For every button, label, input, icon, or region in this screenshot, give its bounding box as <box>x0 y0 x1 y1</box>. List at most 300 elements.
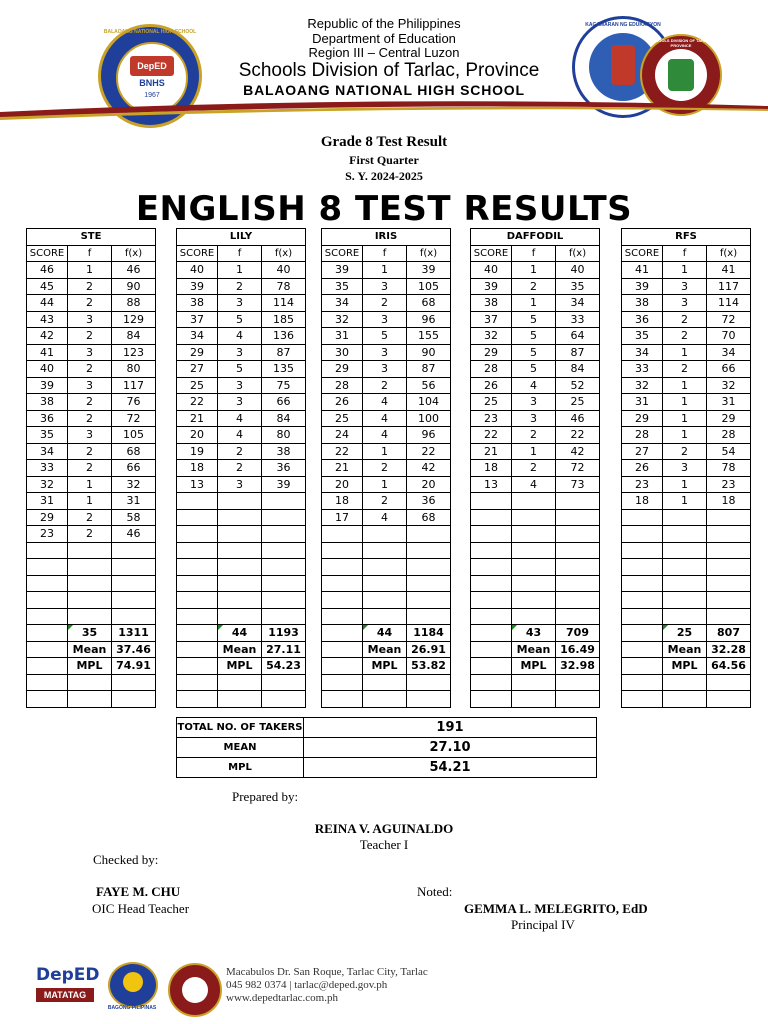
score-cell: 31 <box>27 493 68 510</box>
section-table-ste <box>26 228 156 708</box>
table-row <box>27 493 156 510</box>
fx-cell: 22 <box>407 443 451 460</box>
bagong-pilipinas-logo <box>108 962 158 1008</box>
f-cell <box>512 575 556 592</box>
f-cell: 2 <box>363 493 407 510</box>
score-cell: 22 <box>177 394 218 411</box>
mean-row <box>471 641 600 658</box>
mean-value: 32.28 <box>707 641 751 658</box>
score-cell: 37 <box>471 311 512 328</box>
total-fx-cell: 807 <box>707 625 751 642</box>
fx-cell: 31 <box>707 394 751 411</box>
fx-cell <box>556 559 600 576</box>
table-row <box>322 460 451 477</box>
noted-label: Noted: <box>417 884 453 899</box>
blank-cell <box>663 674 707 691</box>
f-cell <box>218 592 262 609</box>
table-row <box>622 394 751 411</box>
mean-row <box>27 641 156 658</box>
fx-cell: 20 <box>407 476 451 493</box>
f-cell <box>663 608 707 625</box>
table-row <box>471 377 600 394</box>
score-cell: 44 <box>27 295 68 312</box>
f-cell: 4 <box>512 377 556 394</box>
score-cell: 20 <box>322 476 363 493</box>
deped-logo-mark: DepED <box>130 56 174 76</box>
score-cell: 18 <box>622 493 663 510</box>
score-cell: 21 <box>177 410 218 427</box>
table-row <box>322 427 451 444</box>
table-row <box>622 575 751 592</box>
score-cell: 34 <box>322 295 363 312</box>
table-row <box>177 575 306 592</box>
score-cell <box>622 526 663 543</box>
mpl-value: 64.56 <box>707 658 751 675</box>
table-row <box>622 460 751 477</box>
blank-cell <box>471 625 512 642</box>
table-row <box>177 410 306 427</box>
fx-cell: 46 <box>112 262 156 279</box>
table-row <box>471 493 600 510</box>
totals-row <box>471 625 600 642</box>
mean-row <box>177 641 306 658</box>
f-cell <box>512 493 556 510</box>
fx-cell: 104 <box>407 394 451 411</box>
f-cell: 4 <box>218 410 262 427</box>
blank-cell <box>471 658 512 675</box>
f-cell <box>218 575 262 592</box>
f-cell <box>363 608 407 625</box>
section-header-row <box>322 245 451 262</box>
prepared-by-title: Teacher I <box>359 837 409 852</box>
fx-cell: 84 <box>556 361 600 378</box>
f-cell: 3 <box>512 410 556 427</box>
fx-cell <box>407 608 451 625</box>
score-cell <box>177 493 218 510</box>
score-cell: 36 <box>622 311 663 328</box>
checked-by-title: OIC Head Teacher <box>92 901 190 916</box>
fx-cell: 114 <box>707 295 751 312</box>
score-cell <box>27 575 68 592</box>
fx-cell: 72 <box>707 311 751 328</box>
f-cell: 2 <box>68 394 112 411</box>
score-cell <box>322 526 363 543</box>
fx-cell: 29 <box>707 410 751 427</box>
section-header-row <box>622 245 751 262</box>
score-cell: 39 <box>177 278 218 295</box>
header-division: Schools Division of Tarlac, Province <box>238 60 540 81</box>
score-cell <box>322 542 363 559</box>
score-cell <box>27 608 68 625</box>
score-cell: 45 <box>27 278 68 295</box>
score-cell: 27 <box>622 443 663 460</box>
table-row <box>322 493 451 510</box>
score-cell: 23 <box>27 526 68 543</box>
table-row <box>177 295 306 312</box>
fx-cell: 75 <box>262 377 306 394</box>
blank-row <box>622 691 751 708</box>
fx-cell: 88 <box>112 295 156 312</box>
f-cell: 4 <box>363 509 407 526</box>
f-header: f <box>68 245 112 262</box>
f-cell <box>663 509 707 526</box>
table-row <box>471 608 600 625</box>
fx-cell: 185 <box>262 311 306 328</box>
fx-cell: 34 <box>556 295 600 312</box>
score-cell <box>322 592 363 609</box>
f-cell: 3 <box>663 278 707 295</box>
score-cell: 34 <box>27 443 68 460</box>
mean-label: Mean <box>663 641 707 658</box>
table-row <box>471 295 600 312</box>
score-cell: 33 <box>622 361 663 378</box>
fx-cell <box>262 559 306 576</box>
summary-value: 54.21 <box>304 758 597 778</box>
table-row <box>322 592 451 609</box>
table-row <box>471 443 600 460</box>
table-row <box>471 394 600 411</box>
table-row <box>27 443 156 460</box>
footer-address: Macabulos Dr. San Roque, Tarlac City, Tarlac <box>226 966 428 978</box>
score-header: SCORE <box>622 245 663 262</box>
fx-cell: 80 <box>262 427 306 444</box>
fx-cell <box>556 542 600 559</box>
f-cell: 4 <box>363 427 407 444</box>
table-row <box>471 328 600 345</box>
score-cell: 18 <box>177 460 218 477</box>
fx-cell <box>262 542 306 559</box>
score-cell <box>622 592 663 609</box>
table-row <box>322 509 451 526</box>
table-row <box>622 361 751 378</box>
fx-cell: 84 <box>262 410 306 427</box>
f-cell: 1 <box>663 262 707 279</box>
score-cell: 41 <box>27 344 68 361</box>
table-row <box>177 493 306 510</box>
score-cell: 28 <box>322 377 363 394</box>
blank-row <box>27 674 156 691</box>
total-fx-cell: 1193 <box>262 625 306 642</box>
table-row <box>622 311 751 328</box>
score-cell: 29 <box>27 509 68 526</box>
f-header: f <box>663 245 707 262</box>
table-row <box>622 526 751 543</box>
fx-cell: 36 <box>407 493 451 510</box>
blank-cell <box>262 691 306 708</box>
mpl-label: MPL <box>218 658 262 675</box>
blank-cell <box>512 674 556 691</box>
f-cell: 3 <box>363 278 407 295</box>
section-header-row <box>27 245 156 262</box>
fx-cell: 87 <box>407 361 451 378</box>
score-cell: 21 <box>471 443 512 460</box>
score-cell: 25 <box>322 410 363 427</box>
f-cell: 3 <box>218 476 262 493</box>
footer-contact: 045 982 0374 | tarlac@deped.gov.ph <box>226 979 388 991</box>
footer-division-seal <box>168 963 222 1017</box>
table-row <box>622 427 751 444</box>
totals-row <box>622 625 751 642</box>
fx-cell <box>407 559 451 576</box>
table-row <box>471 460 600 477</box>
fx-cell: 96 <box>407 311 451 328</box>
fx-cell: 78 <box>262 278 306 295</box>
totals-row <box>177 625 306 642</box>
score-cell <box>177 575 218 592</box>
f-cell: 1 <box>512 443 556 460</box>
f-cell: 1 <box>512 295 556 312</box>
score-cell: 26 <box>622 460 663 477</box>
mpl-label: MPL <box>663 658 707 675</box>
table-row <box>322 278 451 295</box>
section-name-row <box>471 229 600 246</box>
score-header: SCORE <box>471 245 512 262</box>
blank-cell <box>27 691 68 708</box>
header-department: Department of Education <box>312 31 456 46</box>
summary-row-mpl <box>177 758 597 778</box>
mean-row <box>322 641 451 658</box>
score-cell: 40 <box>27 361 68 378</box>
checked-by-label: Checked by: <box>93 852 159 867</box>
blank-cell <box>707 691 751 708</box>
section-name-row <box>622 229 751 246</box>
summary-label: MPL <box>177 758 304 778</box>
score-cell: 24 <box>322 427 363 444</box>
fx-cell: 72 <box>112 410 156 427</box>
score-cell <box>622 559 663 576</box>
fx-cell <box>112 559 156 576</box>
mpl-label: MPL <box>363 658 407 675</box>
mpl-row <box>27 658 156 675</box>
fx-cell: 35 <box>556 278 600 295</box>
f-cell: 2 <box>68 328 112 345</box>
f-cell: 2 <box>663 443 707 460</box>
table-row <box>622 278 751 295</box>
section-table-daffodil <box>470 228 600 708</box>
f-cell: 5 <box>218 311 262 328</box>
table-row <box>471 427 600 444</box>
score-cell <box>177 509 218 526</box>
table-row <box>177 559 306 576</box>
score-cell: 40 <box>177 262 218 279</box>
f-cell: 3 <box>68 311 112 328</box>
table-row <box>322 575 451 592</box>
table-row <box>471 526 600 543</box>
f-cell <box>363 559 407 576</box>
fx-cell: 105 <box>112 427 156 444</box>
blank-cell <box>177 658 218 675</box>
f-cell <box>512 592 556 609</box>
header-region: Region III – Central Luzon <box>308 45 460 60</box>
bnhs-label: BNHS <box>139 78 165 88</box>
table-row <box>27 526 156 543</box>
report-title: Grade 8 Test Result <box>320 134 448 150</box>
table-row <box>471 575 600 592</box>
fx-cell: 40 <box>556 262 600 279</box>
fx-cell: 66 <box>112 460 156 477</box>
fx-cell: 135 <box>262 361 306 378</box>
f-cell: 2 <box>512 427 556 444</box>
table-row <box>622 476 751 493</box>
division-ring-text: SCHOOLS DIVISION OF TARLAC PROVINCE <box>649 38 713 48</box>
prepared-by-name: REINA V. AGUINALDO <box>314 821 454 836</box>
blank-cell <box>407 691 451 708</box>
fx-cell: 68 <box>407 509 451 526</box>
fx-cell: 105 <box>407 278 451 295</box>
fx-cell: 58 <box>112 509 156 526</box>
mpl-row <box>322 658 451 675</box>
fx-header: f(x) <box>262 245 306 262</box>
mpl-value: 74.91 <box>112 658 156 675</box>
score-cell: 30 <box>322 344 363 361</box>
blank-cell <box>622 658 663 675</box>
score-cell <box>622 608 663 625</box>
sun-icon <box>123 972 143 992</box>
fx-cell: 80 <box>112 361 156 378</box>
score-cell: 17 <box>322 509 363 526</box>
f-cell: 4 <box>218 328 262 345</box>
table-row <box>622 295 751 312</box>
blank-cell <box>471 674 512 691</box>
f-cell: 1 <box>663 377 707 394</box>
f-cell: 3 <box>363 344 407 361</box>
score-cell: 23 <box>471 410 512 427</box>
blank-cell <box>27 641 68 658</box>
fx-cell: 117 <box>707 278 751 295</box>
blank-cell <box>363 691 407 708</box>
table-row <box>471 344 600 361</box>
fx-header: f(x) <box>407 245 451 262</box>
table-row <box>27 328 156 345</box>
section-name: RFS <box>622 229 751 246</box>
noted-by-title: Principal IV <box>511 917 575 932</box>
section-name: LILY <box>177 229 306 246</box>
score-cell: 28 <box>622 427 663 444</box>
blank-cell <box>622 674 663 691</box>
fx-cell: 38 <box>262 443 306 460</box>
total-f-cell: 43 <box>512 625 556 642</box>
blank-row <box>177 674 306 691</box>
table-row <box>27 377 156 394</box>
score-cell: 42 <box>27 328 68 345</box>
fx-cell: 18 <box>707 493 751 510</box>
blank-cell <box>556 674 600 691</box>
mean-label: Mean <box>363 641 407 658</box>
fx-cell: 34 <box>707 344 751 361</box>
f-cell: 4 <box>363 410 407 427</box>
fx-cell: 25 <box>556 394 600 411</box>
fx-cell <box>262 592 306 609</box>
fx-cell <box>262 509 306 526</box>
score-cell <box>622 509 663 526</box>
score-cell <box>471 608 512 625</box>
score-cell: 35 <box>322 278 363 295</box>
mpl-value: 32.98 <box>556 658 600 675</box>
blank-cell <box>322 641 363 658</box>
fx-cell <box>556 509 600 526</box>
blank-cell <box>262 674 306 691</box>
fx-cell: 42 <box>407 460 451 477</box>
f-cell: 2 <box>663 361 707 378</box>
section-header-row <box>471 245 600 262</box>
fx-cell: 28 <box>707 427 751 444</box>
fx-cell <box>262 526 306 543</box>
table-row <box>471 361 600 378</box>
score-cell: 28 <box>471 361 512 378</box>
blank-cell <box>556 691 600 708</box>
f-cell: 4 <box>512 476 556 493</box>
score-cell: 32 <box>322 311 363 328</box>
table-row <box>27 427 156 444</box>
f-cell: 2 <box>512 278 556 295</box>
score-cell: 13 <box>177 476 218 493</box>
table-row <box>322 328 451 345</box>
f-cell: 2 <box>218 460 262 477</box>
header-republic: Republic of the Philippines <box>307 16 461 31</box>
blank-row <box>27 691 156 708</box>
score-cell: 39 <box>622 278 663 295</box>
f-cell: 4 <box>218 427 262 444</box>
report-school-year: S. Y. 2024-2025 <box>345 169 423 183</box>
summary-table <box>176 717 597 778</box>
summary-value: 191 <box>304 718 597 738</box>
section-table-rfs <box>621 228 751 708</box>
score-cell: 32 <box>471 328 512 345</box>
table-row <box>177 361 306 378</box>
table-row <box>622 377 751 394</box>
blank-cell <box>177 625 218 642</box>
table-row <box>622 344 751 361</box>
score-cell: 19 <box>177 443 218 460</box>
blank-cell <box>112 691 156 708</box>
mean-label: Mean <box>512 641 556 658</box>
totals-row <box>322 625 451 642</box>
table-row <box>322 476 451 493</box>
table-row <box>27 262 156 279</box>
f-cell: 2 <box>218 443 262 460</box>
fx-cell: 117 <box>112 377 156 394</box>
blank-cell <box>707 674 751 691</box>
fx-cell: 54 <box>707 443 751 460</box>
table-row <box>622 493 751 510</box>
fx-cell <box>707 559 751 576</box>
table-row <box>322 526 451 543</box>
prepared-by-label: Prepared by: <box>232 789 299 804</box>
score-cell: 26 <box>471 377 512 394</box>
f-cell: 1 <box>68 493 112 510</box>
table-row <box>622 608 751 625</box>
blank-cell <box>322 674 363 691</box>
fx-cell <box>112 592 156 609</box>
fx-cell <box>262 575 306 592</box>
score-cell: 38 <box>177 295 218 312</box>
f-cell: 1 <box>68 262 112 279</box>
deped-ring-text: KAGAWARAN NG EDUKASYON <box>585 22 661 28</box>
fx-cell <box>262 608 306 625</box>
score-cell: 18 <box>471 460 512 477</box>
fx-cell: 42 <box>556 443 600 460</box>
table-row <box>27 344 156 361</box>
f-cell: 3 <box>218 344 262 361</box>
table-row <box>27 278 156 295</box>
table-row <box>27 476 156 493</box>
table-row <box>322 262 451 279</box>
table-row <box>322 311 451 328</box>
f-cell: 3 <box>68 427 112 444</box>
score-cell: 39 <box>27 377 68 394</box>
table-row <box>622 443 751 460</box>
score-cell: 23 <box>622 476 663 493</box>
